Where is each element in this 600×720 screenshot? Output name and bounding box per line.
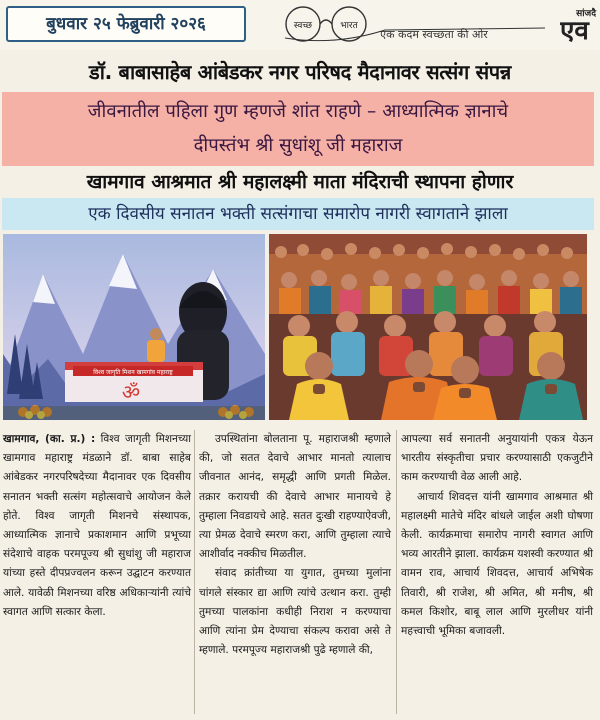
article-column-3 — [401, 430, 593, 641]
main-headline: डॉ. बाबासाहेब आंबेडकर नगर परिषद मैदानावर सत्संग संपन्न — [89, 60, 511, 84]
stage-banner-text: विश्व जागृति मिशन खामगांव महाराष्ट्र — [93, 369, 173, 376]
article-text: विश्व जागृती मिशनच्या खामगाव महाराष्ट्र मंडळाने डॉ. बाबा साहेब आंबेडकर नगरपरिषदेच्या मैदानावर एक दिवसीय सनातन भक्ती सत्संग महोत्सवाचे आयोजन केले होते. विश्व जागृती मिशनचे संस्थापक, आध्यात्मिक ज्ञानाचे प्रकाशमान आणि प्रभूच्या संदेशाचे वाहक परमपूज्य श्री सुधांशु जी महाराज यांच्या हस्ते दीपप्रज्वलन करून उद्घाटन करण्यात आले. यावेळी मिशनच्या वरिष्ठ अधिकाऱ्यांनी त्यांचे स्वागत आणि सत्कार केला. — [3, 433, 192, 618]
newspaper-top-bar — [0, 0, 600, 50]
article-text: संवाद क्रांतीच्या या युगात, तुमच्या मुलांना चांगले संस्कार द्या आणि त्यांचे उत्थान करा. तुम्ही तुमच्या पालकांना कधीही निराश न करण्याचा आणि त्यांना प्रेम देण्याचा संकल्प करावा असे ते म्हणाले. परमपूज्य महाराजश्री पुढे म्हणाले की, — [199, 567, 391, 657]
article-text: आचार्य शिवदत्त यांनी खामगाव आश्रमात श्री महालक्ष्मी मातेचे मंदिर बांधले जाईल अशी घोषणा केली. कार्यक्रमाचा समारोप नागरी स्वागत आणि भव्य आरतीने झाला. कार्यक्रम यशस्वी करण्यात श्री वामन राव, आचार्य शिवदत्त, आचार्य अभिषेक तिवारी, श्री राजेश, श्री अमित, श्री मनीष, श्री कमल किशोर, बाबू लाल आणि मुरलीधर यांनी महत्त्वाची भूमिका बजावली. — [401, 490, 593, 638]
fourth-headline: एक दिवसीय सनातन भक्ती सत्संगाचा समारोप नागरी स्वागताने झाला — [2, 198, 594, 230]
article-paragraph — [401, 488, 593, 642]
masthead-title: एव — [560, 16, 589, 46]
article-text: आपल्या सर्व सनातनी अनुयायांनी एकत्र येऊन भारतीय संस्कृतीचा प्रचार करण्यासाठी एकजुटीने काम करण्याची वेळ आली आहे. — [401, 433, 593, 484]
masthead-small-text: सांजदै — [576, 9, 596, 19]
masthead-fragment — [548, 0, 600, 50]
article-column-1 — [3, 430, 191, 622]
swachh-tagline: एक कदम स्वच्छता की ओर — [380, 28, 488, 41]
sub-headline-line-1: जीवनातील पहिला गुण म्हणजे शांत राहणे – आध्यात्मिक ज्ञानाचे — [87, 101, 509, 122]
article-paragraph — [199, 430, 391, 564]
stage-photo — [3, 234, 265, 420]
article-column-2 — [199, 430, 391, 660]
column-divider — [396, 430, 397, 714]
third-headline: खामगाव आश्रमात श्री महालक्ष्मी माता मंदिराची स्थापना होणार — [86, 171, 514, 193]
article-paragraph — [199, 564, 391, 660]
article-paragraph — [3, 430, 191, 622]
sub-headline-line-2: दीपस्तंभ श्री सुधांशू जी महाराज — [193, 135, 403, 156]
audience-photo — [269, 234, 587, 420]
om-symbol: ॐ — [121, 380, 141, 404]
article-paragraph — [401, 430, 593, 488]
article-dateline: खामगाव, (का. प्र.) : — [3, 433, 96, 445]
issue-date-box — [6, 6, 246, 42]
logo-word-bharat: भारत — [340, 21, 358, 31]
article-text: उपस्थितांना बोलताना पू. महाराजश्री म्हणाले की, जो सतत देवाचे आभार मानतो त्यालाच जीवनात आनंद, समृद्धी आणि प्रगती मिळेल. तक्रार करायची की देवाचे आभार मानायचे हे तुम्हाला निवडायचे आहे. सतत दुःखी राहण्याऐवजी, त्या प्रेमळ देवाचे स्मरण करा, आणि तुम्हाला त्याचे आशीर्वाद नक्कीच मिळतील. — [199, 433, 391, 561]
logo-word-swachh: स्वच्छ — [293, 21, 313, 31]
issue-date: बुधवार २५ फेब्रुवारी २०२६ — [46, 14, 206, 34]
column-divider — [194, 430, 195, 714]
sub-headline-box — [2, 92, 594, 166]
